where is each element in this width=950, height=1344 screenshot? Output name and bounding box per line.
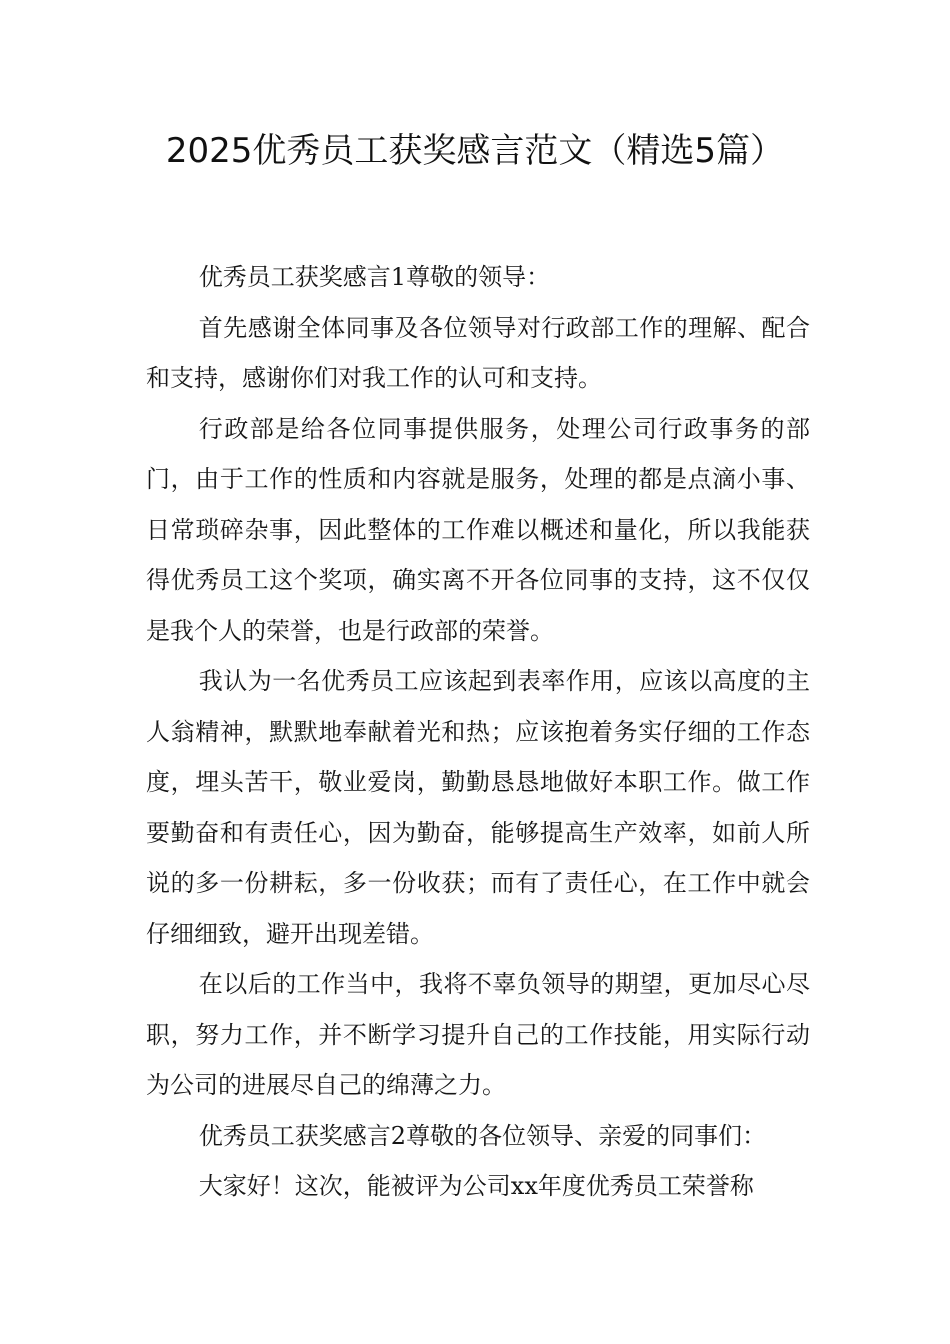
paragraph-future-work: 在以后的工作当中，我将不辜负领导的期望，更加尽心尽职，努力工作，并不断学习提升自己的工作技能，用实际行动为公司的进展尽自己的绵薄之力。 <box>146 970 810 1099</box>
paragraph-greeting: 大家好！这次，能被评为公司xx年度优秀员工荣誉称 <box>198 1172 754 1200</box>
document-title: 2025优秀员工获奖感言范文（精选5篇） <box>165 131 785 171</box>
paragraph-thanks: 首先感谢全体同事及各位领导对行政部工作的理解、配合和支持，感谢你们对我工作的认可和支持。 <box>146 313 810 392</box>
paragraph-salutation-1: 优秀员工获奖感言1尊敬的领导： <box>198 263 551 291</box>
paragraph-admin-department: 行政部是给各位同事提供服务，处理公司行政事务的部门，由于工作的性质和内容就是服务，处理的都是点滴小事、日常琐碎杂事，因此整体的工作难以概述和量化，所以我能获得优秀员工这个奖项，确实离不开各位同事的支持，这不仅仅是我个人的荣誉，也是行政部的荣誉。 <box>146 414 810 645</box>
paragraph-salutation-2: 优秀员工获奖感言2尊敬的各位领导、亲爱的同事们： <box>198 1121 767 1150</box>
paragraph-role-model: 我认为一名优秀员工应该起到表率作用，应该以高度的主人翁精神，默默地奉献着光和热；应该抱着务实仔细的工作态度，埋头苦干，敬业爱岗，勤勤恳恳地做好本职工作。做工作要勤奋和有责任心，因为勤奋，能够提高生产效率，如前人所说的多一份耕耘，多一份收获；而有了责任心，在工作中就会仔细细致，避开出现差错。 <box>146 667 810 948</box>
document-body <box>146 252 810 1212</box>
